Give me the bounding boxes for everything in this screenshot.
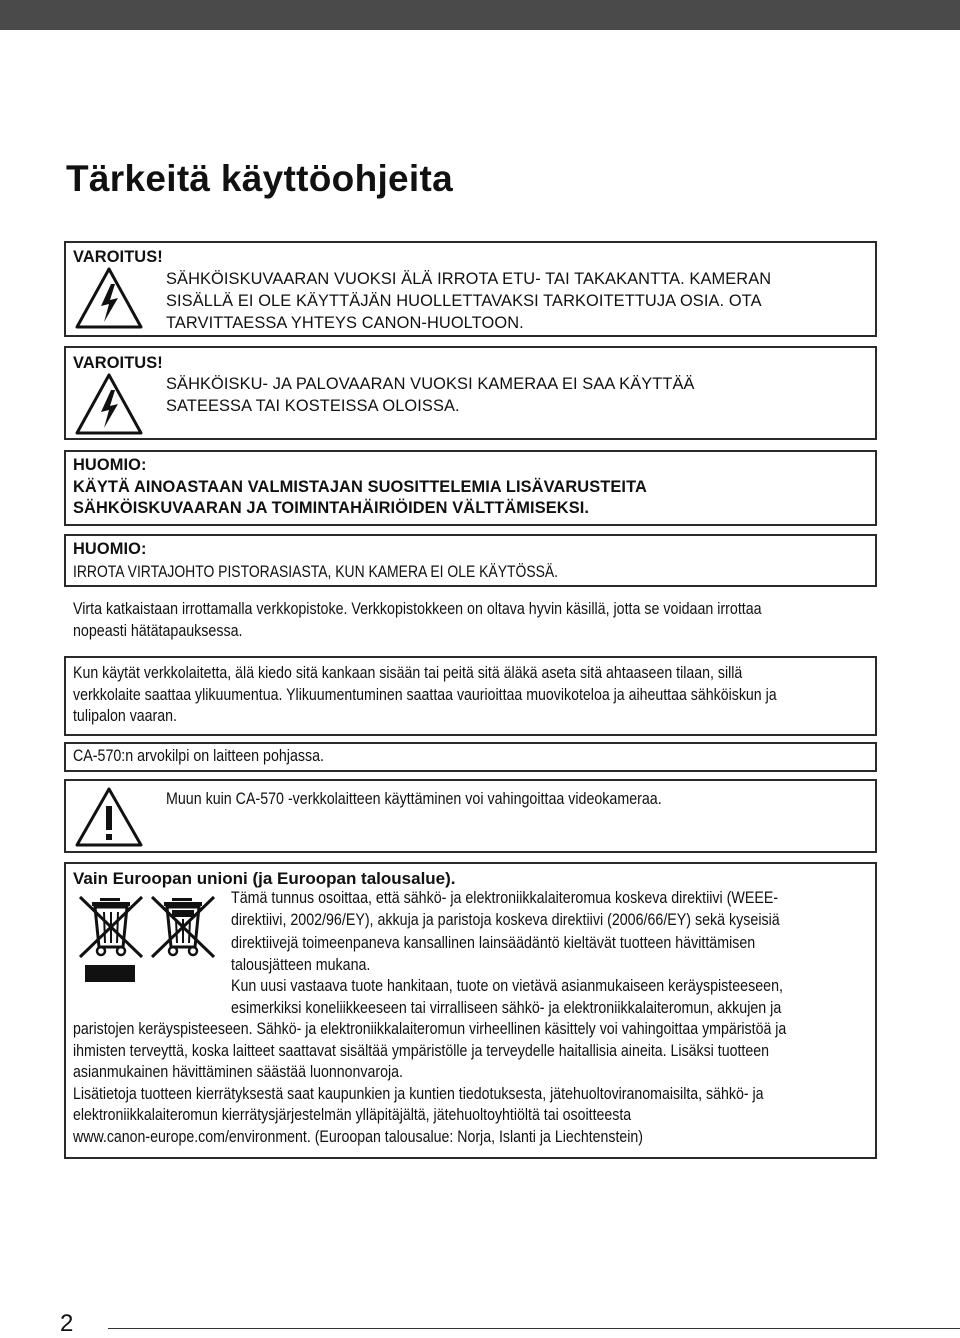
adapter-line-3: tulipalon vaaran.: [73, 707, 177, 725]
page-number: 2: [60, 1310, 74, 1337]
electric-shock-warning-icon: [74, 372, 144, 436]
eu-full-line-5: elektroniikkalaiteromun kierrätysjärjestelmän ylläpitäjältä, jätehuoltoyhtiöltä tai osoitteesta: [73, 1106, 632, 1124]
weee-underline-bar: [85, 965, 135, 982]
eu-full-line-1: paristojen keräyspisteeseen. Sähkö- ja elektroniikkalaiteromun virheellinen käsittely voi vahingoittaa ympäristöä ja: [73, 1020, 787, 1038]
warning-2-line-1: SÄHKÖISKU- JA PALOVAARAN VUOKSI KAMERAA EI SAA KÄYTTÄÄ: [166, 375, 695, 393]
top-bar: [0, 0, 960, 30]
warning-1-line-1: SÄHKÖISKUVAARAN VUOKSI ÄLÄ IRROTA ETU- TAI TAKAKANTTA. KAMERAN: [166, 270, 772, 288]
caution-1-line-2: SÄHKÖISKUVAARAN JA TOIMINTAHÄIRIÖIDEN VÄLTTÄMISEKSI.: [73, 499, 590, 517]
adapter-line-1: Kun käytät verkkolaitetta, älä kiedo sitä kankaan sisään tai peitä sitä äläkä aseta sitä ahtaaseen tilaan, sillä: [73, 664, 743, 682]
eu-full-line-4: Lisätietoja tuotteen kierrätyksestä saat kaupunkien ja kuntien tiedotuksesta, jätehuoltoviranomaisilta, sähkö- ja: [73, 1085, 764, 1103]
eu-full-line-6: www.canon-europe.com/environment. (Euroopan talousalue: Norja, Islanti ja Liechtenstein): [73, 1128, 644, 1146]
paragraph-1-line-1: Virta katkaistaan irrottamalla verkkopistoke. Verkkopistokkeen on oltava hyvin käsillä, jotta se voidaan irrottaa: [73, 600, 762, 618]
caution-2-line: IRROTA VIRTAJOHTO PISTORASIASTA, KUN KAMERA EI OLE KÄYTÖSSÄ.: [73, 563, 559, 581]
eu-indented-line-5: Kun uusi vastaava tuote hankitaan, tuote on vietävä asianmukaiseen keräyspisteeseen,: [231, 977, 783, 995]
adapter-line-2: verkkolaite saattaa ylikuumentua. Ylikuumentuminen saattaa vaurioittaa muovikoteloa ja aiheuttaa sähköiskun ja: [73, 686, 777, 704]
footer-rule: [108, 1328, 960, 1329]
eu-full-line-3: asianmukainen hävittäminen säästää luonnonvaroja.: [73, 1063, 403, 1081]
page-title: Tärkeitä käyttöohjeita: [66, 158, 454, 199]
electric-shock-warning-icon: [74, 266, 144, 330]
warning-1-line-2: SISÄLLÄ EI OLE KÄYTTÄJÄN HUOLLETTAVAKSI TARKOITETTUJA OSIA. OTA: [166, 292, 762, 310]
warning-1-line-3: TARVITTAESSA YHTEYS CANON-HUOLTOON.: [166, 314, 524, 332]
eu-indented-line-6: esimerkiksi koneliikkeeseen tai virralliseen sähkö- ja elektroniikkalaiteromun, akkujen ja: [231, 999, 782, 1017]
eu-heading: Vain Euroopan unioni (ja Euroopan talousalue).: [73, 869, 456, 888]
eu-indented-line-4: talousjätteen mukana.: [231, 956, 371, 974]
caution-label-1: HUOMIO:: [73, 456, 147, 474]
caution-exclamation-icon: [74, 786, 144, 848]
eu-indented-line-1: Tämä tunnus osoittaa, että sähkö- ja elektroniikkalaiteromua koskeva direktiivi (WEEE-: [231, 889, 779, 907]
warning-2-line-2: SATEESSA TAI KOSTEISSA OLOISSA.: [166, 397, 460, 415]
eu-full-line-2: ihmisten terveyttä, koska laitteet saattavat sisältää ympäristölle ja terveydelle haitallisia aineita. Lisäksi tuotteen: [73, 1042, 769, 1060]
caution-1-line-1: KÄYTÄ AINOASTAAN VALMISTAJAN SUOSITTELEMIA LISÄVARUSTEITA: [73, 478, 647, 496]
eu-indented-line-2: direktiivi, 2002/96/EY), akkuja ja paristoja koskeva direktiivi (2006/66/EY) sekä kyseisiä: [231, 911, 780, 929]
crossed-out-bin-icon: [76, 893, 146, 961]
other-adapter-line: Muun kuin CA-570 -verkkolaitteen käyttäminen voi vahingoittaa videokameraa.: [166, 790, 662, 808]
crossed-out-battery-bin-icon: [148, 893, 218, 961]
paragraph-1-line-2: nopeasti hätätapauksessa.: [73, 622, 243, 640]
warning-label-2: VAROITUS!: [73, 354, 163, 372]
warning-label-1: VAROITUS!: [73, 248, 163, 266]
eu-indented-line-3: direktiivejä toimeenpaneva kansallinen lainsäädäntö kieltävät tuotteen hävittämisen: [231, 934, 756, 952]
caution-label-2: HUOMIO:: [73, 540, 147, 558]
rating-plate-line: CA-570:n arvokilpi on laitteen pohjassa.: [73, 747, 325, 765]
